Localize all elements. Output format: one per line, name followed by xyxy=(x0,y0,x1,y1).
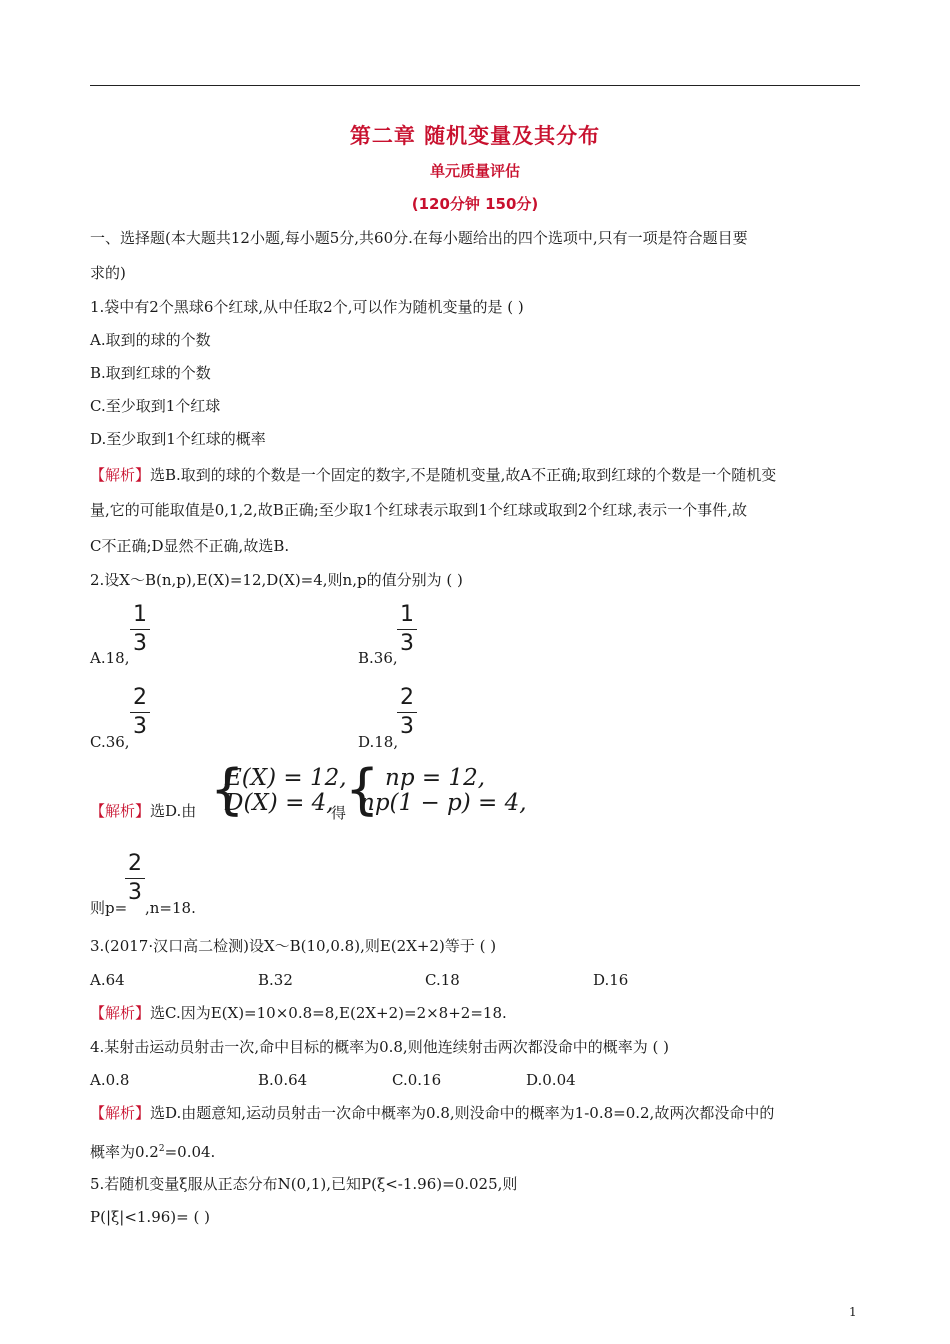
q1-option-d: D.至少取到1个红球的概率 xyxy=(90,430,266,448)
q2-option-c-fraction xyxy=(130,686,150,739)
section-intro-line1: 一、选择题(本大题共12小题,每小题5分,共60分.在每小题给出的四个选项中,只有一项是符合题目要 xyxy=(90,229,748,247)
q2-analysis-mid: 得 xyxy=(331,804,347,822)
section-intro-line2: 求的) xyxy=(90,264,126,282)
q1-option-b: B.取到红球的个数 xyxy=(90,364,211,382)
exponent: 2 xyxy=(158,1144,165,1154)
q3-analysis-text: 选C.因为E(X)=10×0.8=8,E(2X+2)=2×8+2=18. xyxy=(150,1004,507,1022)
q1-option-c: C.至少取到1个红球 xyxy=(90,397,221,415)
denominator: 3 xyxy=(133,714,147,739)
unit-subtitle: 单元质量评估 xyxy=(429,162,520,180)
analysis-tag: 【解析】 xyxy=(90,1004,151,1022)
equation-system-1 xyxy=(225,766,347,816)
q1-option-a: A.取到的球的个数 xyxy=(90,331,211,349)
q2-result-fraction xyxy=(125,852,145,905)
denominator: 3 xyxy=(133,631,147,656)
q4-analysis-text: 选D.由题意知,运动员射击一次命中概率为0.8,则没命中的概率为1-0.8=0.2,故两次都没命中的 xyxy=(150,1104,775,1122)
denominator: 3 xyxy=(128,880,142,905)
q1-stem: 1.袋中有2个黑球6个红球,从中任取2个,可以作为随机变量的是 ( ) xyxy=(90,298,524,316)
page-number: 1 xyxy=(849,1305,857,1319)
q4-option-c: C.0.16 xyxy=(392,1071,442,1089)
q4-analysis-line2-prefix: 概率为0.2 xyxy=(90,1143,159,1161)
q2-option-b: B.36, xyxy=(358,649,398,667)
numerator: 2 xyxy=(400,685,414,710)
q5-stem-line1: 5.若随机变量ξ服从正态分布N(0,1),已知P(ξ<-1.96)=0.025,则 xyxy=(90,1175,518,1193)
q2-option-b-fraction xyxy=(397,603,417,656)
q3-option-b: B.32 xyxy=(258,971,293,989)
q2-option-a-fraction xyxy=(130,603,150,656)
analysis-tag: 【解析】 xyxy=(90,466,151,484)
q2-result-prefix: 则p= xyxy=(90,899,128,917)
time-score: (120分钟 150分) xyxy=(411,195,539,213)
equation-line: np = 12, xyxy=(385,765,486,791)
q4-option-b: B.0.64 xyxy=(258,1071,308,1089)
q1-analysis-text: 选B.取到的球的个数是一个固定的数字,不是随机变量,故A不正确;取到红球的个数是一个随机变 xyxy=(150,466,777,484)
q3-stem: 3.(2017·汉口高二检测)设X～B(10,0.8),则E(2X+2)等于 ( ) xyxy=(90,937,497,955)
numerator: 1 xyxy=(400,602,414,627)
q4-analysis-line1 xyxy=(90,1103,774,1123)
numerator: 2 xyxy=(133,685,147,710)
q4-option-d: D.0.04 xyxy=(526,1071,576,1089)
q1-analysis-line2: 量,它的可能取值是0,1,2,故B正确;至少取1个红球表示取到1个红球或取到2个红球,表示一个事件,故 xyxy=(90,501,747,519)
left-brace-1: { xyxy=(210,758,245,821)
q5-stem-line2: P(|ξ|<1.96)= ( ) xyxy=(90,1208,210,1226)
header-rule xyxy=(90,85,860,86)
q4-analysis-line2-suffix: =0.04. xyxy=(164,1143,216,1161)
q2-option-d-fraction xyxy=(397,686,417,739)
denominator: 3 xyxy=(400,631,414,656)
q3-option-c: C.18 xyxy=(425,971,460,989)
q4-analysis-line2 xyxy=(90,1139,215,1162)
denominator: 3 xyxy=(400,714,414,739)
q2-analysis-text: 选D.由 xyxy=(150,802,197,820)
equation-line: D(X) = 4, xyxy=(225,790,334,816)
q2-stem: 2.设X～B(n,p),E(X)=12,D(X)=4,则n,p的值分别为 ( ) xyxy=(90,571,463,589)
q3-option-a: A.64 xyxy=(90,971,125,989)
q2-result-suffix: ,n=18. xyxy=(145,899,196,917)
q4-option-a: A.0.8 xyxy=(90,1071,130,1089)
left-brace-2: { xyxy=(345,758,380,821)
q1-analysis-line1 xyxy=(90,465,776,485)
q4-stem: 4.某射击运动员射击一次,命中目标的概率为0.8,则他连续射击两次都没命中的概率为 ( ) xyxy=(90,1038,669,1056)
analysis-tag: 【解析】 xyxy=(90,1104,151,1122)
analysis-tag: 【解析】 xyxy=(90,802,151,820)
equation-system-2 xyxy=(360,766,527,816)
chapter-title: 第二章 随机变量及其分布 xyxy=(349,124,601,148)
numerator: 2 xyxy=(128,851,142,876)
q3-option-d: D.16 xyxy=(593,971,629,989)
q2-option-c: C.36, xyxy=(90,733,130,751)
q2-analysis-prefix xyxy=(90,801,196,821)
q2-option-d: D.18, xyxy=(358,733,399,751)
q1-analysis-line3: C不正确;D显然不正确,故选B. xyxy=(90,537,290,555)
numerator: 1 xyxy=(133,602,147,627)
q3-analysis xyxy=(90,1003,507,1023)
equation-line: np(1 − p) = 4, xyxy=(360,790,527,816)
equation-line: E(X) = 12, xyxy=(225,765,347,791)
q2-option-a: A.18, xyxy=(90,649,130,667)
